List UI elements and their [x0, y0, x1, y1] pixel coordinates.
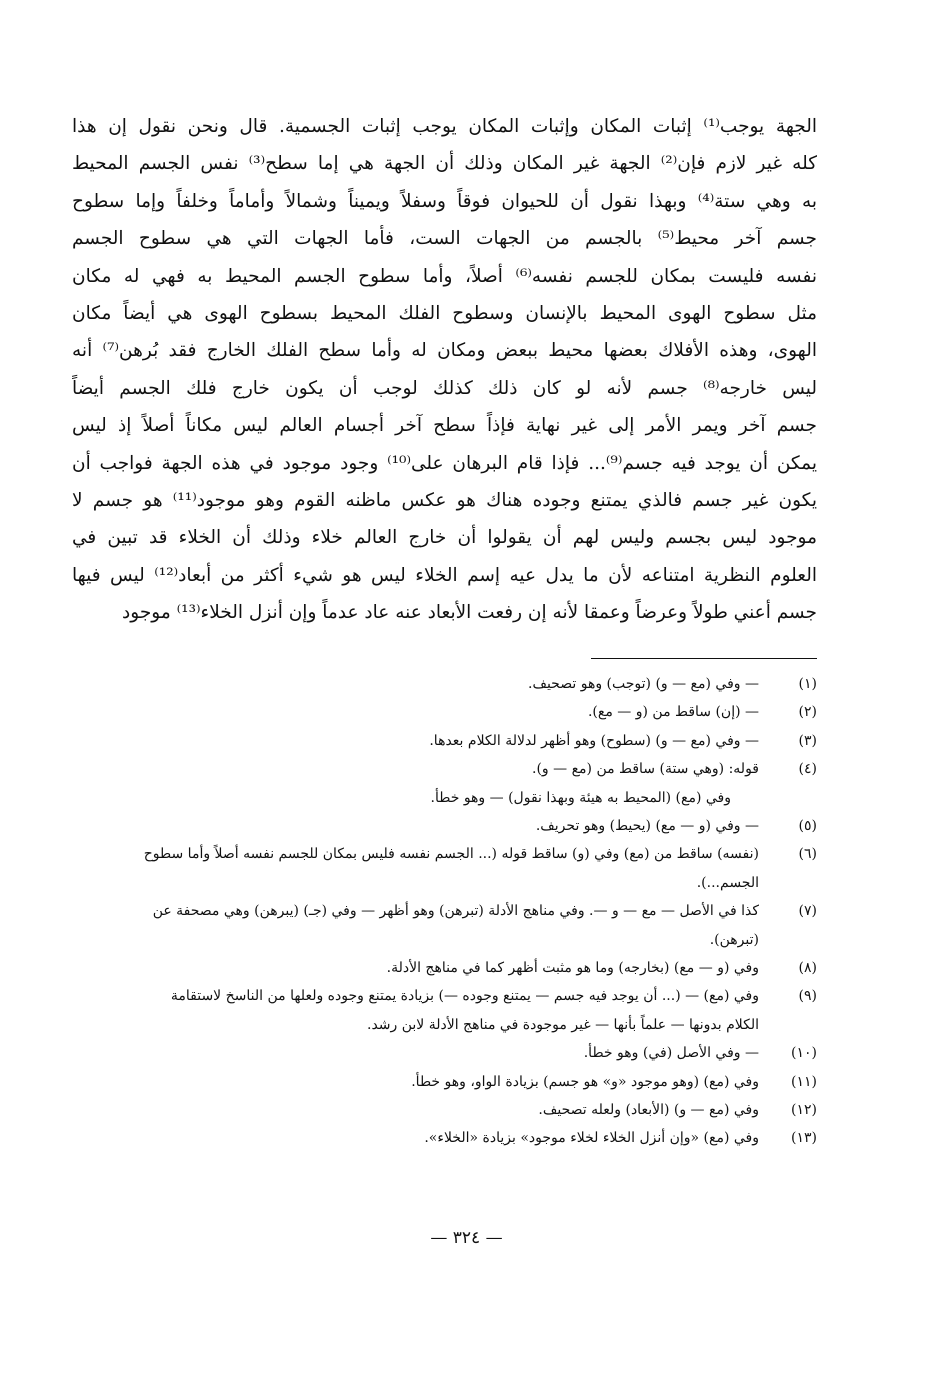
footnote-text: وفي (مع) — (... أن يوجد فيه جسم — يمتنع وجوده —) بزيادة يمتنع وجوده ولعلها من الناسخ لاستقامة: [170, 988, 759, 1005]
footnote: [72, 897, 817, 954]
footnote-text: — وفي (و — مع) (يحيط) وهو تحريف.: [535, 818, 759, 834]
footnote-number: (٤): [798, 761, 817, 778]
footnote-text: كذا في الأصل — مع — و —. وفي مناهج الأدلة (تبرهن) وهو أظهر — وفي (جـ) (يبرهن) وهي مصحفة عن: [152, 903, 759, 920]
main-text-line: يكون غير جسم فالذي يمتنع وجوده هناك هو عكس ماظنه القوم وهو موجود⁽¹¹⁾ هو جسم لا: [72, 489, 817, 511]
footnote-text: قوله: (وهي ستة) ساقط من (مع — و).: [532, 761, 759, 778]
footnote: [72, 1124, 817, 1152]
footnote-text: وفي (و — مع) (بخارجه) وما هو مثبت أظهر كما في مناهج الأدلة.: [386, 959, 759, 976]
footnote-number: (٧): [798, 903, 817, 920]
footnote-text: — وفي الأصل (في) وهو خطأ.: [583, 1045, 759, 1062]
main-text-line: مثل سطوح الهوى المحيط بالإنسان وسطوح الفلك المحيط بسطوح الهوى هي أيضاً مكان: [72, 302, 817, 324]
footnote-number: (١١): [791, 1073, 817, 1090]
page-number: — ٣٢٤ —: [430, 1228, 503, 1248]
footnote-number: (٩): [798, 988, 817, 1005]
footnote: [72, 1096, 817, 1124]
footnote-text: الكلام بدونها — علماً بأنها — غير موجودة في مناهج الأدلة لابن رشد.: [367, 1016, 759, 1033]
footnote: [72, 812, 817, 840]
footnote-text: وفي (مع — و) (الأبعاد) ولعله تصحيف.: [538, 1101, 759, 1118]
footnote-text: — (إن) ساقط من (و — مع).: [587, 704, 759, 721]
main-text-line: كله غير لازم فإن⁽²⁾ الجهة غير المكان وذلك أن الجهة هي إما سطح⁽³⁾ نفس الجسم المحيط: [72, 153, 817, 175]
footnote-text: وفي (مع) «وإن أنزل الخلاء لخلاء موجود» بزيادة «الخلاء».: [424, 1130, 759, 1147]
main-text-line: به وهي ستة⁽⁴⁾ وبهذا نقول أن للحيوان فوقاً وسفلاً ويميناً وشمالاً وأماماً وخلفاً وإما سطوح: [72, 190, 817, 212]
footnote-separator-rule: [591, 658, 817, 659]
footnote-text: — وفي (مع — و) (توجب) وهو تصحيف.: [528, 676, 759, 692]
footnote: [72, 954, 817, 982]
main-text-line: الهوى، وهذه الأفلاك بعضها محيط ببعض ومكان له وأما سطح الفلك الخارج فقد بُرهن⁽⁷⁾ أنه: [72, 340, 817, 362]
footnote: [72, 840, 817, 897]
main-text-line: جسم آخر محيط⁽⁵⁾ بالجسم من الجهات الست، فأما الجهات التي هي سطوح الجسم: [72, 228, 817, 250]
footnote-number: (١٣): [791, 1130, 817, 1147]
footnotes-block: [72, 670, 817, 1153]
footnote: [72, 755, 817, 812]
footnote-text: الجسم...).: [696, 874, 759, 891]
main-text-line: ليس خارجه⁽⁸⁾ جسم لأنه لو كان ذلك كذلك لوجب أن يكون خارج فلك الجسم أيضاً: [72, 377, 817, 399]
footnote-text: (نفسه) ساقط من (مع) وفي (و) ساقط قوله (... الجسم نفسه فليس بمكان للجسم نفسه أصلاً وأما سطوح: [143, 846, 759, 863]
footnote: [72, 982, 817, 1039]
footnote: [72, 698, 817, 726]
footnote-number: (٨): [798, 959, 817, 976]
footnote-number: (٢): [798, 704, 817, 721]
main-text-line: العلوم النظرية امتناعه لأن ما يدل عيه إسم الخلاء ليس هو شيء أكثر من أبعاد⁽¹²⁾ ليس فيها: [72, 564, 817, 586]
main-text-line: موجود ليس بجسم وليس لهم أن يقولوا أن خارج العالم خلاء وذلك أن الخلاء قد تبين في: [72, 527, 817, 549]
footnote-number: (١): [798, 676, 817, 692]
footnote: [72, 1068, 817, 1096]
main-text-block: [72, 108, 817, 631]
footnote: [72, 727, 817, 755]
footnote-text: وفي (مع) (وهو موجود «و» هو جسم) بزيادة الواو، وهو خطأ.: [411, 1073, 759, 1090]
footnote: [72, 670, 817, 698]
footnote-number: (٦): [798, 846, 817, 863]
footnote-text: وفي (مع) (المحيط به هيئة وبهذا نقول) — وهو خطأ.: [430, 789, 731, 806]
main-text-line: يمكن أن يوجد فيه جسم⁽⁹⁾... فإذا قام البرهان على⁽¹⁰⁾ وجود موجود في هذه الجهة فواجب أن: [72, 452, 817, 474]
footnote-number: (٣): [798, 732, 817, 749]
footnote-text: — وفي (مع — و) (سطوح) وهو أظهر لدلالة الكلام بعدها.: [429, 732, 759, 749]
footnote-text: (تبرهن).: [709, 931, 759, 948]
main-text-line: الجهة يوجب⁽¹⁾ إثبات المكان وإثبات المكان يوجب إثبات الجسمية. قال ونحن نقول إن هذا: [72, 116, 817, 137]
footnote-number: (١٠): [791, 1045, 817, 1062]
footnote-number: (٥): [798, 818, 817, 834]
footnote: [72, 1039, 817, 1067]
main-text-line: نفسه فليست بمكان للجسم نفسه⁽⁶⁾ أصلاً، وأما سطوح الجسم المحيط به فهي له مكان: [72, 265, 817, 287]
footnote-number: (١٢): [791, 1101, 817, 1118]
main-text-line: جسم أعني طولاً وعرضاً وعمقا لأنه إن رفعت الأبعاد عنه عاد عدماً وإن أنزل الخلاء⁽¹³⁾ موجود: [122, 602, 817, 624]
main-text-line: جسم آخر ويمر الأمر إلى غير نهاية فإذاً سطح آخر أجسام العالم ليس مكاناً أصلاً إذ ليس: [72, 415, 817, 437]
